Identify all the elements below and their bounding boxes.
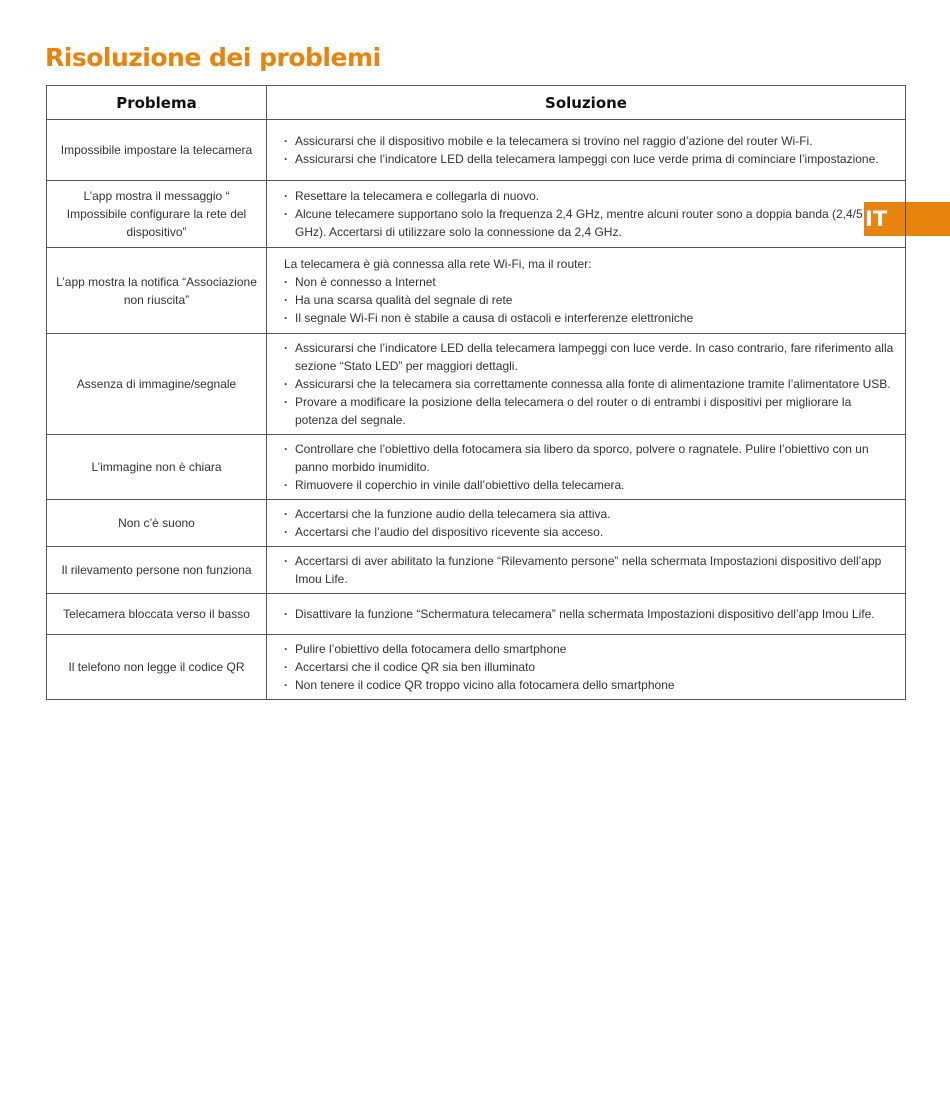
- table-row: [47, 120, 906, 181]
- solution-cell: [267, 547, 906, 594]
- table-row: [47, 594, 906, 635]
- table-body: [47, 120, 906, 700]
- solution-item: · Non è connesso a Internet: [284, 273, 895, 291]
- solution-item: · Controllare che l’obiettivo della fotocamera sia libero da sporco, polvere o ragnatele. Pulire l’obiettivo con un panno morbido inumidito.: [284, 440, 895, 476]
- solution-item: · Assicurarsi che il dispositivo mobile e la telecamera si trovino nel raggio d’azione del router Wi-Fi.: [284, 132, 895, 150]
- solution-cell: [267, 435, 906, 500]
- problem-cell: Assenza di immagine/segnale: [47, 334, 267, 435]
- solution-item: · Accertarsi di aver abilitato la funzione “Rilevamento persone” nella schermata Impostazioni dispositivo dell’app Imou Life.: [284, 552, 895, 588]
- problem-cell: Il telefono non legge il codice QR: [47, 635, 267, 700]
- solution-intro: La telecamera è già connessa alla rete Wi-Fi, ma il router:: [284, 256, 592, 271]
- problem-cell: L’immagine non è chiara: [47, 435, 267, 500]
- solution-cell: [267, 334, 906, 435]
- solution-list: [284, 605, 895, 623]
- solution-item: · Disattivare la funzione “Schermatura telecamera” nella schermata Impostazioni dispositivo dell’app Imou Life.: [284, 605, 895, 623]
- solution-item: · Assicurarsi che l’indicatore LED della telecamera lampeggi con luce verde prima di cominciare l’impostazione.: [284, 150, 895, 168]
- table-row: [47, 635, 906, 700]
- header-solution: Soluzione: [267, 86, 906, 120]
- troubleshooting-table: [46, 85, 906, 700]
- solution-list: [284, 440, 895, 494]
- solution-item: · Accertarsi che il codice QR sia ben illuminato: [284, 658, 895, 676]
- table-row: [47, 500, 906, 547]
- table-row: [47, 435, 906, 500]
- solution-list: [284, 640, 895, 694]
- solution-list: [284, 273, 895, 327]
- solution-cell: [267, 635, 906, 700]
- solution-item: · Ha una scarsa qualità del segnale di rete: [284, 291, 895, 309]
- solution-item: · Non tenere il codice QR troppo vicino alla fotocamera dello smartphone: [284, 676, 895, 694]
- solution-cell: [267, 500, 906, 547]
- table-row: [47, 181, 906, 248]
- solution-item: · Alcune telecamere supportano solo la frequenza 2,4 GHz, mentre alcuni router sono a doppia banda (2,4/5 GHz). Accertarsi di utilizzare solo la connessione da 2,4 GHz.: [284, 205, 895, 241]
- solution-item: · Rimuovere il coperchio in vinile dall’obiettivo della telecamera.: [284, 476, 895, 494]
- page-title: Risoluzione dei problemi: [45, 43, 381, 72]
- solution-cell: [267, 248, 906, 334]
- problem-cell: Telecamera bloccata verso il basso: [47, 594, 267, 635]
- problem-cell: Il rilevamento persone non funziona: [47, 547, 267, 594]
- problem-cell: Impossibile impostare la telecamera: [47, 120, 267, 181]
- solution-item: · Pulire l’obiettivo della fotocamera dello smartphone: [284, 640, 895, 658]
- solution-list: [284, 505, 895, 541]
- header-problem: Problema: [47, 86, 267, 120]
- table-row: [47, 334, 906, 435]
- solution-cell: [267, 120, 906, 181]
- solution-item: · Provare a modificare la posizione della telecamera o del router o di entrambi i dispositivi per migliorare la potenza del segnale.: [284, 393, 895, 429]
- solution-list: [284, 552, 895, 588]
- solution-list: [284, 339, 895, 429]
- solution-item: · Accertarsi che la funzione audio della telecamera sia attiva.: [284, 505, 895, 523]
- language-tab: IT: [864, 202, 950, 236]
- solution-item: · Il segnale Wi-Fi non è stabile a causa di ostacoli e interferenze elettroniche: [284, 309, 895, 327]
- solution-list: [284, 132, 895, 168]
- solution-cell: [267, 594, 906, 635]
- table-row: [47, 547, 906, 594]
- problem-cell: L’app mostra il messaggio “ Impossibile configurare la rete del dispositivo”: [47, 181, 267, 248]
- solution-list: [284, 187, 895, 241]
- table-row: [47, 248, 906, 334]
- solution-item: · Resettare la telecamera e collegarla di nuovo.: [284, 187, 895, 205]
- problem-cell: L’app mostra la notifica “Associazione non riuscita”: [47, 248, 267, 334]
- solution-item: · Assicurarsi che la telecamera sia correttamente connessa alla fonte di alimentazione tramite l’alimentatore USB.: [284, 375, 895, 393]
- solution-item: · Accertarsi che l’audio del dispositivo ricevente sia acceso.: [284, 523, 895, 541]
- table-header-row: [47, 86, 906, 120]
- solution-cell: [267, 181, 906, 248]
- solution-item: · Assicurarsi che l’indicatore LED della telecamera lampeggi con luce verde. In caso contrario, fare riferimento alla sezione “Stato LED” per maggiori dettagli.: [284, 339, 895, 375]
- problem-cell: Non c’è suono: [47, 500, 267, 547]
